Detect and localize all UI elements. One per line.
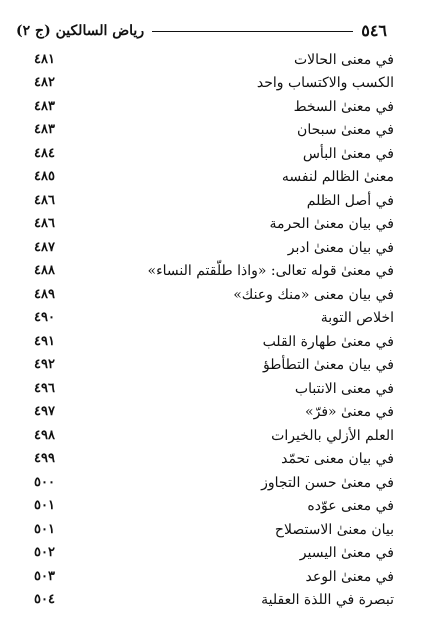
toc-entry-page-number: ٥٠١ [34,521,55,537]
toc-entry-title: في معنىٰ الوعد [305,568,394,585]
toc-entry-page-number: ٤٨٧ [34,239,55,255]
toc-entry [34,119,394,143]
toc-entry [34,307,394,331]
toc-entry-page-number: ٥٠٤ [34,592,55,608]
toc-entry-title: بيان معنىٰ الاستصلاح [274,521,394,538]
toc-entry-title: في أصل الظلم [306,192,394,209]
toc-entry [34,213,394,237]
running-title: رياض السالكين (ج ٢) [16,23,145,39]
toc-entry [34,283,394,307]
toc-entry-title: في بيان معنى «منك وعنك» [233,286,394,303]
toc-entry [34,236,394,260]
toc-entry-page-number: ٤٩٢ [34,357,55,373]
toc-entry [34,401,394,425]
toc-entry [34,377,394,401]
toc-entry-page-number: ٤٩٠ [34,310,55,326]
toc-entry [34,589,394,613]
toc-entry [34,542,394,566]
toc-entry-title: في معنىٰ سبحان [297,122,394,139]
header-rule [152,31,353,32]
toc-entry-page-number: ٤٨٣ [34,122,55,138]
toc-entry [34,354,394,378]
toc-entry [34,518,394,542]
toc-entry-page-number: ٥٠١ [34,498,55,514]
toc-entry-page-number: ٤٨٩ [34,286,55,302]
toc-entry-title: في معنىٰ اليسير [299,545,394,562]
toc-entry [34,95,394,119]
toc-entry-page-number: ٤٨٦ [34,216,55,232]
toc-entry-page-number: ٥٠٣ [34,568,55,584]
toc-entry-page-number: ٤٨٤ [34,145,55,161]
toc-entry-page-number: ٤٨٣ [34,98,55,114]
toc-entry [34,166,394,190]
toc-entry-title: في معنى عوّده [307,498,394,515]
toc-entry-page-number: ٤٨٦ [34,192,55,208]
toc-entry-title: في معنىٰ طهارة القلب [262,333,394,350]
toc-entry [34,424,394,448]
toc-entry-title: معنىٰ الظالم لنفسه [281,169,394,186]
toc-entry-title: اخلاص التوبة [320,310,394,327]
toc-entry [34,471,394,495]
toc-entry [34,495,394,519]
toc-entry-title: العلم الأزلي بالخيرات [271,427,394,444]
toc-entry-title: في معنىٰ حسن التجاوز [261,474,394,491]
toc-entry-page-number: ٤٩٨ [34,427,55,443]
page-header [16,20,387,42]
toc-entry-page-number: ٤٩٦ [34,380,55,396]
toc-entry-page-number: ٥٠٢ [34,545,55,561]
toc-entry-title: في بيان معنىٰ الحرمة [269,216,394,233]
toc-entry [34,189,394,213]
toc-entry-title: في بيان معنىٰ ادبر [287,239,394,256]
toc-entry-title: في معنىٰ البأس [302,145,394,162]
toc-entry-page-number: ٤٨٨ [34,263,55,279]
toc-entry [34,565,394,589]
toc-entry [34,260,394,284]
page-number: ٥٤٦ [361,21,387,40]
toc-entry-title: الكسب والاكتساب واحد [256,75,394,92]
table-of-contents [34,48,394,612]
toc-entry [34,48,394,72]
toc-entry [34,72,394,96]
toc-entry-page-number: ٤٨١ [34,51,55,67]
toc-entry-page-number: ٤٩٩ [34,451,55,467]
toc-entry-title: في معنىٰ السخط [293,98,394,115]
toc-entry-page-number: ٤٨٥ [34,169,55,185]
toc-entry-title: في بيان معنى تحمّد [281,451,394,468]
toc-entry-title: في معنى الانتباب [294,380,394,397]
toc-entry-title: في معنىٰ «فرّ» [305,404,394,421]
toc-entry-page-number: ٤٨٢ [34,75,55,91]
toc-entry-title: تبصرة في اللذة العقلية [261,592,394,609]
toc-entry [34,448,394,472]
toc-entry [34,142,394,166]
toc-entry-title: في معنى الحالات [293,51,394,68]
toc-entry-page-number: ٤٩١ [34,333,55,349]
toc-entry-page-number: ٤٩٧ [34,404,55,420]
toc-entry-title: في بيان معنىٰ التطأطؤ [262,357,394,374]
toc-entry-title: في معنىٰ قوله تعالى: «واذا طلّقتم النساء» [147,263,394,280]
toc-entry-page-number: ٥٠٠ [34,474,55,490]
toc-entry [34,330,394,354]
